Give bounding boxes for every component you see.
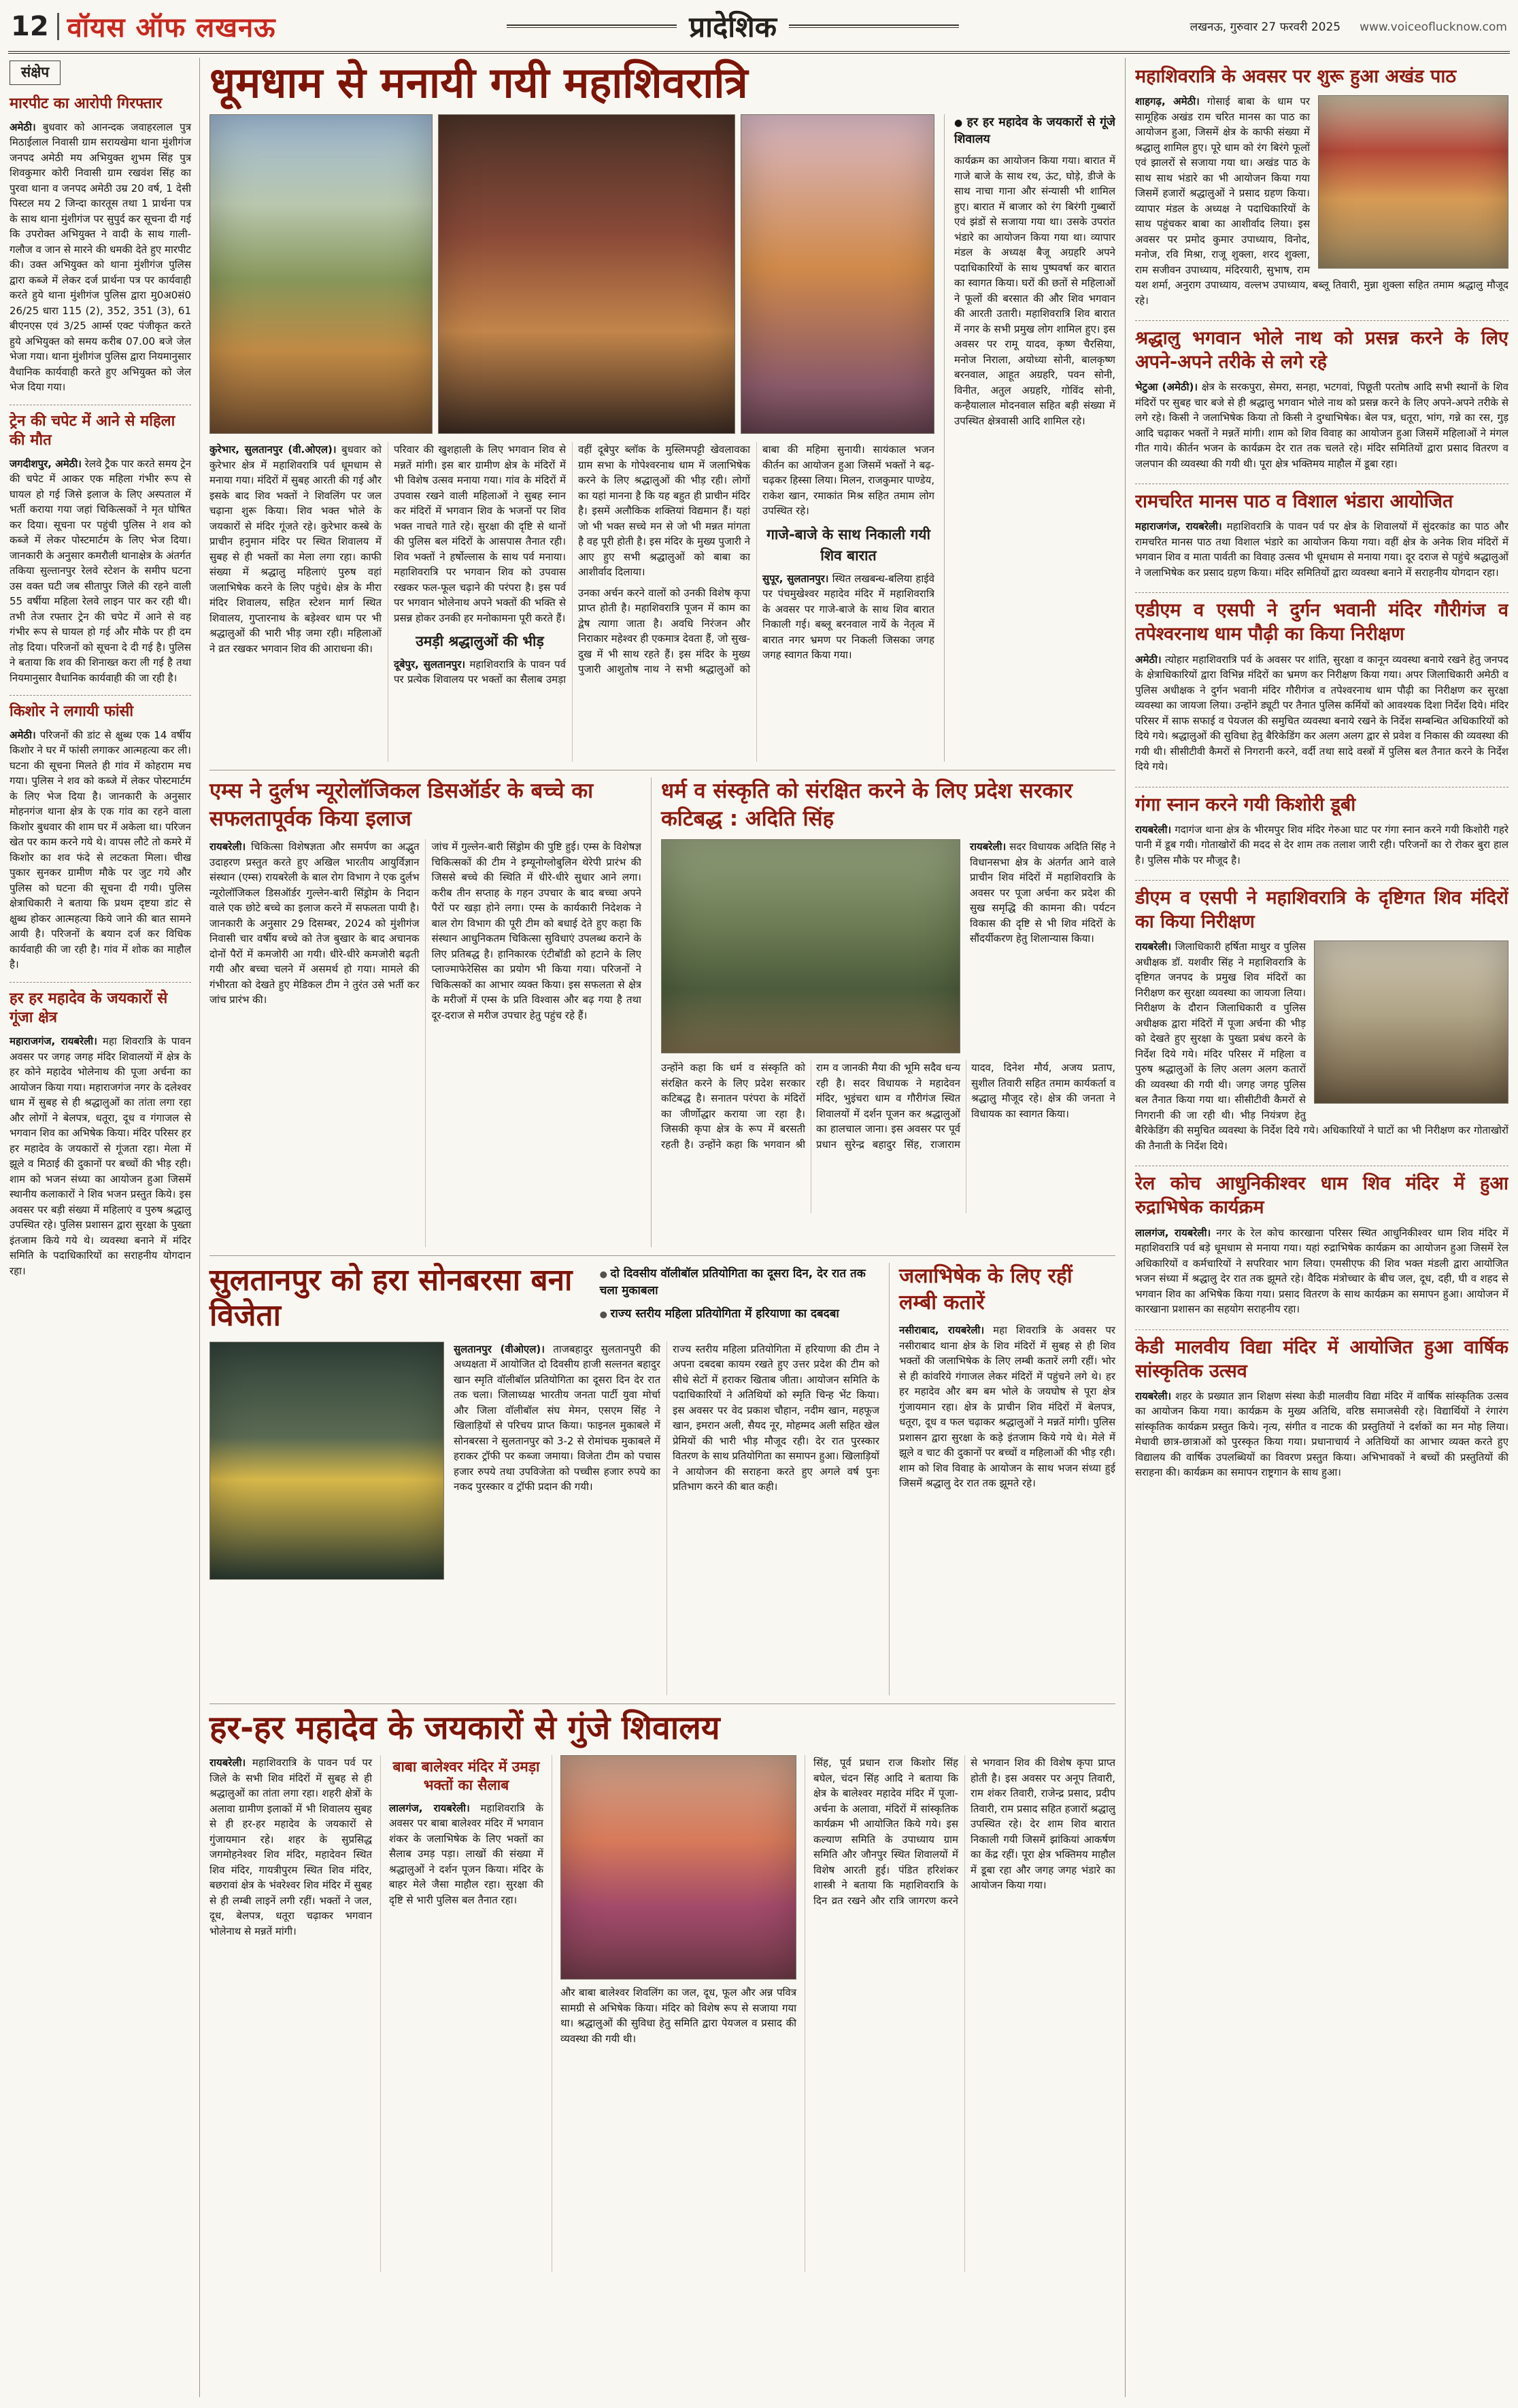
photo-devotees-flags (741, 114, 934, 434)
decorative-rule-left (507, 24, 677, 28)
lead-paragraph: दूबेपुर, सुलतानपुर। महाशिवरात्रि के पावन पर्व पर प्रत्येक शिवालय पर भक्तों का सैलाब उमड़ा वहीं दूबेपुर ब्लॉक के मुस्लिमपट्टी खेवलावका ग्राम सभा के गोपेश्वरनाथ धाम में जलाभिषेक करने के लिए श्रद्धालुओं की भीड़ रही। लोगों का यहां मानना है कि यह बहुत ही प्राचीन मंदिर है। इसमें अलौकिक शक्तियां विद्यमान हैं। यहां जो भी भक्त सच्चे मन से जो भी मन्नत मांगता है वह पूरी होती है। इस मंदिर के मुख्य पुजारी ने आए हुए सभी श्रद्धालुओं को बाबा का आशीर्वाद दिलाया। (394, 443, 750, 686)
masthead: वॉयस ऑफ लखनऊ (67, 12, 276, 44)
lead-story (209, 114, 1115, 762)
dateline: दूबेपुर, सुलतानपुर। (394, 658, 466, 671)
brief-headline: मारपीट का आरोपी गिरफ्तार (10, 95, 163, 112)
article-jalabhishek (890, 1263, 1115, 1695)
article-headline: महाशिवरात्रि के अवसर पर शुरू हुआ अखंड पाठ (1135, 66, 1457, 87)
article-headline: रामचरित मानस पाठ व विशाल भंडारा आयोजित (1135, 491, 1453, 513)
sports-band (209, 1255, 1115, 1695)
article-akhand-path (1135, 59, 1508, 321)
photo-women-devotees (560, 1755, 796, 1980)
brief-item (10, 696, 191, 983)
middle-band (209, 770, 1115, 1247)
dateline: रायबरेली। (1135, 940, 1172, 953)
article-ganga-snan (1135, 787, 1508, 881)
article-kd-malviya-utsav (1135, 1330, 1508, 1493)
photo-temple-crowd (209, 114, 433, 434)
brief-headline: हर हर महादेव के जयकारों से गूंजा क्षेत्र (10, 989, 168, 1027)
header-divider-bar (57, 13, 59, 40)
side-story-headline: ● हर हर महादेव के जयकारों से गूंजे शिवालय (954, 114, 1115, 148)
dateline: भेटुआ (अमेठी)। (1135, 381, 1198, 394)
sports-body (209, 1342, 879, 1695)
article-headline: गंगा स्नान करने गयी किशोरी डूबी (1135, 794, 1356, 815)
dateline: महाराजगंज, रायबरेली। (1135, 520, 1222, 533)
article-headline: डीएम व एसपी ने महाशिवरात्रि के दृष्टिगत शिव मंदिरों का किया निरीक्षण (1135, 887, 1508, 933)
article-bhole-nath (1135, 321, 1508, 484)
lead-paragraph: परिवार की खुशहाली के लिए भगवान शिव से मन्नतें मांगी। इस बार ग्रामीण क्षेत्र के मंदिरों में भी विशेष उत्सव मनाया गया। गांव के मंदिरों में उपवास रखने वाली महिलाओं ने सुबह स्नान कर मंदिरों में भगवान शिव के भजनों पर शिव भक्त नाचते गाते रहे। सुरक्षा की दृष्टि से थानों की पुलिस बल मंदिरों के आसपास तैनात रही। शिव भक्तों ने हर्षोल्लास के साथ पर्व मनाया। महाशिवरात्रि पर भगवान शिव को उपवास रखकर फल-फूल चढ़ाने की परंपरा है। इस पर्व पर भगवान भोलेनाथ अपने भक्तों की भक्ति से प्रसन्न होकर उनकी हर मनोकामना पूरी करते हैं। (394, 443, 566, 624)
article-paragraph: सिंह, पूर्व प्रधान राज किशोर सिंह बघेल, चंदन सिंह आदि ने बताया कि क्षेत्र के बालेश्वर महादेव मंदिर में पूजा-अर्चना के अलावा, मंदिरों में सांस्कृतिक कार्यक्रम भी आयोजित किये गये। इस कल्याण समिति के उपाध्याय ग्राम समिति और जौनपुर स्थित शिवालयों में विशेष आरती हुई। पंडित हरिशंकर शास्त्री ने बताया कि महाशिवरात्रि के दिन व्रत रखने और रात्रि जागरण करने से भगवान शिव की विशेष कृपा प्राप्त होती है। इस अवसर पर अनूप तिवारी, राम शंकर तिवारी, राजेन्द्र प्रसाद, प्रदीप तिवारी, राम प्रसाद सहित हजारों श्रद्धालु उपस्थित रहे। देर शाम शिव बारात निकाली गयी जिसमें झांकियां आकर्षण का केंद्र रहीं। पूरा क्षेत्र भक्तिमय माहौल में डूबा रहा और जगह जगह भंडारे का आयोजन किया गया। (813, 1757, 1115, 1907)
sports-subheads (600, 1266, 879, 1329)
article-adm-sp-inspection (1135, 593, 1508, 787)
header-right (1190, 18, 1507, 34)
brief-body: जगदीशपुर, अमेठी। रेलवे ट्रैक पार करते समय ट्रेन की चपेट में आकर एक महिला गंभीर रूप से घायल हो गई जिसे इलाज के लिए अस्पताल में भर्ती कराया गया जहां चिकित्सकों ने मृत घोषित कर दिया। सूचना पर पहुंची पुलिस ने शव को कब्जे में लेकर पोस्टमार्टम के लिए भेज दिया। जानकारी के अनुसार कमरौली थानाक्षेत्र के अंतर्गत तकिया सुल्तानपुर रेलवे स्टेशन के समीप घटना उस वक्त घटी जब सीतापुर जिले की रहने वाली 55 वर्षीया महिला रेलवे लाइन पार कर रही थी। तभी तेज रफ्तार ट्रेन की चपेट में आने से वह गंभीर रूप से घायल हो गई और मौके पर ही दम तोड़ दिया। परिजनों को सूचना दे दी गई है। पुलिस ने बताया कि शव की शिनाख्त करा ली गई है तथा नियमानुसार वैधानिक कार्यवाही की जा रही है। (10, 457, 191, 684)
article-column (209, 1755, 381, 2272)
header-center (507, 7, 959, 46)
dateline: अमेठी। (10, 120, 36, 133)
article-headline: केडी मालवीय विद्या मंदिर में आयोजित हुआ वार्षिक सांस्कृतिक उत्सव (1135, 1336, 1508, 1382)
right-column (1125, 58, 1510, 2397)
brief-headline: किशोर ने लगायी फांसी (10, 703, 134, 721)
dateline: रायबरेली। (209, 841, 246, 853)
article-photo-column (552, 1755, 805, 2272)
sports-headline-row (209, 1263, 879, 1334)
dateline: सुलतानपुर (वीओएल)। (454, 1342, 545, 1355)
brief-item (10, 405, 191, 696)
page-body (8, 58, 1510, 2397)
article-intro (970, 839, 1115, 1053)
article-paragraph: भेटुआ (अमेठी)। क्षेत्र के सरकपुरा, सेमरा, सनहा, भटगवां, पिछूती परतोष आदि सभी स्थानों के शिव मंदिरों पर सुबह चार बजे से ही श्रद्धालु भगवान भोले नाथ को प्रसन्न करने के लिए अपने-अपने तरीके से लगे रहे। किसी ने जलाभिषेक किया तो किसी ने दुग्धाभिषेक। बेल पत्र, धतूरा, भांग, गन्ने का रस, गुड़ आदि चढ़ाकर भक्तों ने मन्नतें मांगी। शाम को शिव विवाह का आयोजन हुआ जिसमें महिलाओं ने मंगल गीत गाये। कीर्तन भजन के कार्यक्रम देर रात तक चलते रहे। मंदिर समितियों द्वारा प्रसाद वितरण व जलपान की व्यवस्था की गयी थी। पूरा क्षेत्र भक्तिमय माहौल में डूबा रहा। (1135, 381, 1508, 470)
article-paragraph: रायबरेली। जिलाधिकारी हर्षिता माथुर व पुलिस अधीक्षक डॉ. यशवीर सिंह ने महाशिवरात्रि के दृष्टिगत जनपद के प्रमुख शिव मंदिरों का निरीक्षण कर सुरक्षा व्यवस्था का जायजा लिया। निरीक्षण के दौरान जिलाधिकारी व पुलिस अधीक्षक द्वारा मंदिरों में पूजा अर्चना की भीड़ को देखते हुए सुरक्षा के पुख्ता प्रबंध करने के निर्देश दिये गये। मंदिर परिसर में महिला व पुरुष श्रद्धालुओं के लिए अलग अलग कतारों की व्यवस्था की गयी थी। जगह जगह पुलिस बल तैनात किया गया था। सीसीटीवी कैमरों से निगरानी की जा रही थी। भीड़ नियंत्रण हेतु बैरिकेडिंग की समुचित व्यवस्था के निर्देश दिये गये। अधिकारियों ने घाटों का भी निरीक्षण कर गोताखोरों की तैनाती के निर्देश दिये। (1135, 940, 1508, 1152)
article-paragraph: लालगंज, रायबरेली। महाशिवरात्रि के अवसर पर बाबा बालेश्वर मंदिर में भगवान शंकर के जलाभिषेक के लिए भक्तों का सैलाब उमड़ पड़ा। लाखों की संख्या में श्रद्धालुओं ने दर्शन पूजन किया। मंदिर के बाहर मेले जैसा माहौल रहा। सुरक्षा की दृष्टि से भारी पुलिस बल तैनात रहा। (389, 1801, 543, 1906)
photo-officials-inspection (1314, 940, 1508, 1104)
dateline: रायबरेली। (970, 841, 1007, 853)
brief-body: अमेठी। बुधवार को आनन्दक जवाहरलाल पुत्र मिठाईलाल निवासी ग्राम सरायखेमा थाना मुंशीगंज जनपद अमेठी मय अभियुक्त शुभम सिंह पुत्र शिवकुमार कोरी निवासी ग्राम रखवंश सिंह का पुरवा थाना व जनपद अमेठी उम्र 20 वर्ष, 1 देसी पिस्टल मय 2 जिन्दा कारतूस तथा 1 प्रार्थना पत्र के साथ थाना मुंशीगंज पर सुपुर्द कर सूचना दी गई कि उपरोक्त अभियुक्त ने वादी के साथ गाली-गलौज व जान से मारने की धमकी देते हुए मारपीट की। उक्त अभियुक्त को थाना मुंशीगंज पुलिस द्वारा कब्जे में लेकर दर्ज प्रार्थना पत्र पर कार्यवाही करते हुये थाना मुंशीगंज पुलिस द्वारा मु0अ0सं0 26/25 धारा 115 (2), 352, 351 (3), 61 बीएनएस एवं 3/25 आर्म्स एक्ट पंजीकृत करते हुये अभियुक्त को समय करीब 07.00 बजे जेल भेजा गया। थाना मुंशीगंज पुलिस द्वारा नियमानुसार वैधानिक कार्यवाही करते हुए अभियुक्त को जेल भेज दिया गया। (10, 120, 191, 394)
dateline: रायबरेली। (1135, 823, 1172, 836)
section-title: प्रादेशिक (689, 10, 777, 44)
lead-article-columns (209, 442, 934, 762)
date-line: लखनऊ, गुरुवार 27 फरवरी 2025 (1190, 20, 1341, 34)
dateline: रायबरेली। (209, 1757, 246, 1769)
article-paragraph: शाहगढ़, अमेठी। गोसाई बाबा के धाम पर सामूहिक अखंड राम चरित मानस का पाठ का आयोजन हुआ, जिसमें क्षेत्र के काफी संख्या में श्रद्धालु शामिल हुए। पूरे धाम को रंग बिरंगे फूलों एवं झालरों से सजाया गया था। अखंड पाठ के साथ साथ भंडारे का भी आयोजन किया गया जिसमें हजारों श्रद्धालुओं ने प्रसाद ग्रहण किया। व्यापार मंडल के अध्यक्ष ने पदाधिकारियों के साथ पहुंचकर बाबा का आशीर्वाद लिया। इस अवसर पर प्रमोद कुमार उपाध्याय, विनोद, मनोज, रवि मिश्रा, राजू शुक्ला, शरद शुक्ला, राम सजीवन उपाध्याय, मंदिरयारी, सुभाष, राम यश शर्मा, अनुराग उपाध्याय, वल्लभ उपाध्याय, बब्लू तिवारी, मुन्ना शुक्ला सहित तमाम श्रद्धालु मौजूद रहे। (1135, 95, 1508, 307)
article-ramcharit-manas (1135, 484, 1508, 593)
brief-headline: ट्रेन की चपेट में आने से महिला की मौत (10, 412, 175, 450)
article-paragraph: रायबरेली। चिकित्सा विशेषज्ञता और समर्पण का अद्भुत उदाहरण प्रस्तुत करते हुए अखिल भारतीय आयुर्विज्ञान संस्थान (एम्स) रायबरेली के बाल रोग विभाग ने एक दुर्लभ न्यूरोलॉजिकल डिसऑर्डर गुल्लेन-बारी सिंड्रोम के निदान वाले एक छोटे बच्चे का इलाज करने में सफलता पायी है। जानकारी के अनुसार 29 दिसम्बर, 2024 को मुंशीगंज निवासी चार वर्षीय बच्चे को तेज बुखार के बाद अचानक दोनों पैरों में कमजोरी आ गयी। धीरे-धीरे कमजोरी बढ़ती गयी और बच्चा चलने में असमर्थ हो गया। मामले की गंभीरता को देखते हुए मेडिकल टीम ने तुरंत उसे भर्ती कर जांच प्रारंभ की। (209, 841, 420, 1006)
article-headline: रेल कोच आधुनिकीश्वर धाम शिव मंदिर में हुआ रुद्राभिषेक कार्यक्रम (1135, 1173, 1508, 1219)
article-paragraph: राज्य स्तरीय महिला प्रतियोगिता में हरियाणा की टीम ने अपना दबदबा कायम रखते हुए उत्तर प्रदेश की टीम को सीधे सेटों में हराकर खिताब जीता। आयोजन समिति के पदाधिकारियों ने अतिथियों को स्मृति चिन्ह भेंट किया। इस अवसर पर वेद प्रकाश चौहान, नदीम खान, महफूज खान, इमरान अली, सैयद नूर, मोहम्मद अली सहित खेल प्रेमियों की भारी भीड़ मौजूद रही। देर रात पुरस्कार वितरण के साथ प्रतियोगिता का समापन हुआ। खिलाड़ियों ने आयोजन की सराहना करते हुए अगले वर्ष पुनः प्रतिभाग करने की बात कही। (673, 1342, 879, 1493)
dateline: लालगंज, रायबरेली। (389, 1801, 470, 1814)
sports-subhead: ● दो दिवसीय वॉलीबॉल प्रतियोगिता का दूसरा दिन, देर रात तक चला मुकाबला (600, 1266, 879, 1299)
article-paragraph: रायबरेली। गदागंज थाना क्षेत्र के भीरमपुर शिव मंदिर गेरुआ घाट पर गंगा स्नान करने गयी किशोरी गहरे पानी में डूब गयी। गोताखोरों की मदद से देर शाम तक तलाश जारी रही। परिजनों का रो रोकर बुरा हाल है। पुलिस मौके पर मौजूद है। (1135, 823, 1508, 866)
article-volleyball (209, 1263, 890, 1695)
header-left (11, 7, 276, 45)
article-aditi-singh (652, 777, 1115, 1247)
article-headline: एम्स ने दुर्लभ न्यूरोलॉजिकल डिसऑर्डर के बच्चे का सफलतापूर्वक किया इलाज (209, 779, 594, 831)
lead-side-story (944, 114, 1115, 762)
article-paragraph: अमेठी। त्योहार महाशिवरात्रि पर्व के अवसर पर शांति, सुरक्षा व कानून व्यवस्था बनाये रखने हेतु जनपद के क्षेत्राधिकारियों द्वारा विभिन्न मंदिरों का भ्रमण कर निरीक्षण किया गया। अपर जिलाधिकारी अमेठी व पुलिस अधीक्षक ने दुर्गन भवानी मंदिर गौरीगंज व तपेश्वरनाथ धाम पौढ़ी का निरीक्षण कर सुरक्षा व्यवस्था का जायजा लिया। उन्होंने ड्यूटी पर तैनात पुलिस कर्मियों को आवश्यक दिशा निर्देश दिये। मंदिर परिसर में साफ सफाई व पेयजल की समुचित व्यवस्था बनाये रखने के निर्देश सम्बन्धित अधिकारियों को दिये गये। श्रद्धालुओं की सुविधा हेतु बैरिकेडिंग कर अलग अलग द्वार से प्रवेश व निकास की व्यवस्था की गयी थी। सीसीटीवी कैमरों से निगरानी करने, वर्दी तथा सादे वस्त्रों में पुलिस बल तैनात करने के निर्देश दिये गये। (1135, 653, 1508, 773)
briefs-column (8, 58, 200, 2397)
article-headline: धर्म व संस्कृति को संरक्षित करने के लिए प्रदेश सरकार कटिबद्ध : अदिति सिंह (661, 779, 1073, 831)
briefs-section-label: संक्षेप (10, 61, 61, 85)
article-rail-coach-rudrabhishek (1135, 1166, 1508, 1329)
article-paragraph: रायबरेली। सदर विधायक अदिति सिंह ने विधानसभा क्षेत्र के अंतर्गत आने वाले प्राचीन शिव मंदिरों में महाशिवरात्रि के अवसर पर पूजा अर्चना कर प्रदेश की सुख समृद्धि की कामना की। पर्यटन विकास की दृष्टि से भी शिव मंदिरों के सौंदर्यीकरण हेतु शिलान्यास किया। (970, 841, 1115, 945)
article-headline: सुलतानपुर को हरा सोनबरसा बना विजेता (209, 1263, 573, 1333)
side-story-body: कार्यक्रम का आयोजन किया गया। बारात में गाजे बाजे के साथ रथ, ऊंट, घोड़े, डीजे के साथ नाचा गाना और संन्यासी भी शामिल हुए। बारात में बाजार को रंग बिरंगी गुब्बारों एवं झंडों से सजाया गया था। उसके उपरांत भंडारे का आयोजन किया गया था। व्यापार मंडल के अध्यक्ष बैजू अग्रहरि अपने पदाधिकारियों के साथ पुष्पवर्षा कर बारात का स्वागत किया। घरों की छतों से महिलाओं ने फूलों की बरसात की और शिव भगवान की आरती उतारी। महाशिवरात्रि शिव बारात में नगर के सभी प्रमुख लोग शामिल हुए। इस अवसर पर रामू यादव, कृष्ण चैरसिया, मनोज निराला, अयोध्या सोनी, बालकृष्ण बरनवाल, आहूत अग्रहरि, पवन सोनी, विनीत, अतुल अग्रहरि, गोविंद सोनी, कन्हैयालाल मोदनवाल सहित बड़ी संख्या में उपस्थित क्षेत्रवासी आदि शामिल रहे। (954, 154, 1115, 427)
article-paragraph: और बाबा बालेश्वर शिवलिंग का जल, दूध, फूल और अन्न पवित्र सामग्री से अभिषेक किया। मंदिर को विशेष रूप से सजाया गया था। श्रद्धालुओं की सुविधा हेतु समिति द्वारा पेयजल व प्रसाद की व्यवस्था की गयी थी। (560, 1986, 796, 2045)
article-body-columns (209, 1755, 1115, 2272)
inline-subhead: बाबा बालेश्वर मंदिर में उमड़ा भक्तों का सैलाब (392, 1759, 540, 1794)
brief-body: महाराजगंज, रायबरेली। महा शिवरात्रि के पावन अवसर पर जगह जगह मंदिर शिवालयों में क्षेत्र के हर कोने महादेव भोलेनाथ की पूजा अर्चना का आयोजन किया गया। महाराजगंज नगर के दलेश्वर धाम में सुबह से ही श्रद्धालुओं का तांता लगा रहा और लोगों ने बेलपत्र, धतूरा, दूध व गंगाजल से भगवान शिव का अभिषेक किया। मंदिर परिसर हर हर महादेव के जयकारों से गूंजता रहा। मेला में झूले व मिठाई की दुकानों पर बच्चों की भीड़ रही। शाम को भजन संध्या का आयोजन हुआ जिसमें स्थानीय कलाकारों ने शिव भजन प्रस्तुत किये। इस अवसर पर बड़ी संख्या में महिलाएं व पुरुष श्रद्धालु उपस्थित रहे। पुलिस प्रशासन द्वारा सुरक्षा के पुख्ता इंतजाम किये गये थे। व्यवस्था बनाने में मंदिर समिति के पदाधिकारियों का सराहनीय योगदान रहा। (10, 1035, 191, 1277)
dateline: नसीराबाद, रायबरेली। (899, 1324, 985, 1337)
decorative-rule-right (789, 24, 959, 28)
article-paragraph: रायबरेली। शहर के प्रख्यात ज्ञान शिक्षण संस्था केडी मालवीय विद्या मंदिर में वार्षिक सांस्कृतिक उत्सव का आयोजन किया गया। कार्यक्रम के मुख्य अतिथि, वरिष्ठ समाजसेवी रहे। विद्यार्थियों ने रंगारंग सांस्कृतिक कार्यक्रम प्रस्तुत किये। नृत्य, संगीत व नाटक की प्रस्तुतियों ने दर्शकों का मन मोह लिया। मेधावी छात्र-छात्राओं को पुरस्कृत किया गया। प्रधानाचार्य ने अतिथियों का आभार व्यक्त करते हुए विद्यालय की वार्षिक उपलब्धियों का विवरण प्रस्तुत किया। अभिभावकों ने बच्चों की प्रस्तुतियों की सराहना की। कार्यक्रम का समापन राष्ट्रगान के साथ हुआ। (1135, 1389, 1508, 1479)
article-column (381, 1755, 552, 2272)
article-shivalay (209, 1703, 1115, 2272)
article-paragraph: रायबरेली। महाशिवरात्रि के पावन पर्व पर जिले के सभी शिव मंदिरों में सुबह से ही श्रद्धालुओं का तांता लगा रहा। शहरी क्षेत्रों के अलावा ग्रामीण इलाकों में भी शिवालय सुबह से ही हर-हर महादेव के जयकारों से गुंजायमान रहे। शहर के सुप्रसिद्ध जगमोहनेश्वर शिव मंदिर, महादेवन स्थित शिव मंदिर, गायत्रीपुरम स्थित शिव मंदिर, बछरावां क्षेत्र के भंवरेश्वर शिव मंदिर में सुबह से ही लम्बी लाइनें लगी रहीं। भक्तों ने जल, दूध, बेलपत्र, धतूरा चढ़ाकर भगवान भोलेनाथ से मन्नतें मांगी। (209, 1757, 372, 1937)
brief-item (10, 88, 191, 405)
inline-subhead: उमड़ी श्रद्धालुओं की भीड़ (416, 633, 544, 650)
lead-photo-strip (209, 114, 934, 434)
photo-mla-puja (661, 839, 960, 1053)
brief-body: अमेठी। परिजनों की डांट से क्षुब्ध एक 14 वर्षीय किशोर ने घर में फांसी लगाकर आत्महत्या कर ली। घटना की सूचना मिलते ही गांव में कोहराम मच गया। पुलिस ने शव को कब्जे में लेकर पोस्टमार्टम के लिए भेज दिया है। जानकारी के अनुसार मोहनगंज थाना क्षेत्र के एक गांव का रहने वाला किशोर बुधवार की शाम घर में अकेला था। परिजन खेत पर काम करने गये थे। वापस लौटे तो कमरे में किशोर का शव फंदे से लटकता मिला। चीख पुकार सुनकर ग्रामीण मौके पर जुट गये और पुलिस को घटना की सूचना दी गयी। पुलिस क्षेत्राधिकारी ने बताया कि प्रथम दृष्टया डांट से क्षुब्ध होकर आत्महत्या किये जाने की बात सामने आयी है। परिजनों के बयान दर्ज कर विधिक कार्यवाही की जा रही है। गांव में शोक का माहौल है। (10, 728, 191, 971)
page-header (8, 5, 1510, 54)
article-column (805, 1755, 1115, 2272)
photo-trophy-presentation (209, 1342, 444, 1580)
inline-subhead: गाजे-बाजे के साथ निकाली गयी शिव बारात (766, 526, 930, 564)
article-paragraph: सुलतानपुर (वीओएल)। ताजबहादुर सुलतानपुरी की अध्यक्षता में आयोजित दो दिवसीय हाजी सल्तनत बहादुर खान स्मृति वॉलीबॉल प्रतियोगिता का दूसरा दिन देर रात तक चला। जिलाध्यक्ष भारतीय जनता पार्टी युवा मोर्चा और जिला वॉलीबॉल संघ मेमन, एसएम सिंह ने खिलाड़ियों से परिचय प्राप्त किया। फाइनल मुकाबले में सोनबरसा ने सुलतानपुर को 3-2 से रोमांचक मुकाबले में हराकर ट्रॉफी पर कब्जा जमाया। विजेता टीम को पचास हजार रुपये तथा उपविजेता को पच्चीस हजार रुपये का नकद पुरस्कार व ट्रॉफी प्रदान की गयी। (454, 1342, 660, 1493)
lead-paragraph: कुरेभार, सुलतानपुर (वी.ओएल)। बुधवार को कुरेभार क्षेत्र में महाशिवरात्रि पर्व धूमधाम से मनाया गया। मंदिरों में सुबह आरती की गई और इसके बाद शिव भक्तों ने शिवलिंग पर जल चढ़ाना शुरू किया। शिव भक्त भोले के जयकारों से मंदिर गूंजते रहे। कुरेभार कस्बे के प्राचीन हनुमान मंदिर पर स्थित शिवालय में सुबह से ही भक्तों का मेला लगा रहा। काफी संख्या में श्रद्धालु महिलाएं पुरुष वहां जलाभिषेक करने के लिए पहुंचे। क्षेत्र के मीरा मंदिर शिवालय, सहित स्टेशन मार्ग स्थित शिवालय, गुप्तारनाथ के बड़ेश्वर धाम पर भी श्रद्धालुओं की भारी भीड़ जमा रही। महिलाओं ने व्रत रखकर भगवान शिव की आराधना की। (209, 443, 382, 655)
article-body-columns (454, 1342, 879, 1695)
lead-paragraph: उनका अर्चन करने वालों को उनकी विशेष कृपा प्राप्त होती है। महाशिवरात्रि पूजन में काम का द्वेष त्यागा जाता है। अवधि निरंजन और निराकार महेश्वर ही एकमात्र देवता हैं, जो सुख-दुख में भी साथ रहते हैं। इस मंदिर के मुख्य पुजारी आशुतोष नाथ ने सभी श्रद्धालुओं को बाबा की महिमा सुनायी। सायंकाल भजन कीर्तन का आयोजन हुआ जिसमें भक्तों ने बढ़-चढ़कर हिस्सा लिया। मिलन, राजकुमार पाण्डेय, राकेश खान, रमाकांत मिश्र सहित तमाम लोग उपस्थित रहे। (578, 443, 934, 676)
dateline: अमेठी। (10, 728, 36, 741)
dateline: शाहगढ़, अमेठी। (1135, 95, 1200, 108)
article-photo-row (661, 839, 1115, 1053)
dateline: जगदीशपुर, अमेठी। (10, 457, 82, 470)
sports-subhead: ● राज्य स्तरीय महिला प्रतियोगिता में हरियाणा का दबदबा (600, 1306, 879, 1323)
article-body-columns (661, 1060, 1115, 1213)
dateline: कुरेभार, सुलतानपुर (वी.ओएल)। (209, 443, 337, 456)
article-aiims (209, 777, 652, 1247)
article-headline: जलाभिषेक के लिए रहीं लम्बी कतारें (899, 1264, 1073, 1315)
brief-item (10, 983, 191, 1288)
article-body-columns (209, 839, 641, 1247)
article-paragraph: लालगंज, रायबरेली। नगर के रेल कोच कारखाना परिसर स्थित आधुनिकीश्वर धाम शिव मंदिर में महाशिवरात्रि पर्व बड़े धूमधाम से मनाया गया। यहां रुद्राभिषेक कार्यक्रम का आयोजन हुआ जिसमें रेल अधिकारियों व कर्मचारियों ने सपरिवार भाग लिया। एमसीएफ की शिव भक्त मंडली द्वारा आयोजित भजन संध्या में श्रद्धालु देर रात तक झूमते रहे। वैदिक मंत्रोच्चार के बीच जल, दूध, दही, घी व शहद से भगवान शिव का अभिषेक किया गया। प्रसाद वितरण के साथ कार्यक्रम का समापन हुआ। आयोजन में कारखाना प्रशासन का सहयोग सराहनीय रहा। (1135, 1226, 1508, 1316)
photo-shrine-interior (438, 114, 735, 434)
dateline: अमेठी। (1135, 653, 1162, 666)
article-headline: श्रद्धालु भगवान भोले नाथ को प्रसन्न करने के लिए अपने-अपने तरीके से लगे रहे (1135, 328, 1508, 373)
dateline: सुपूर, सुलतानपुर। (762, 572, 829, 585)
article-headline: हर-हर महादेव के जयकारों से गुंजे शिवालय (209, 1708, 720, 1747)
article-headline: एडीएम व एसपी ने दुर्गन भवानी मंदिर गौरीगंज व तपेश्वरनाथ धाम पौढ़ी का किया निरीक्षण (1135, 600, 1508, 645)
website-url: www.voiceoflucknow.com (1360, 20, 1507, 34)
lead-paragraph: सुपूर, सुलतानपुर। स्थित लखबन्ध-बलिया हाईवे पर पंचमुखेश्वर महादेव मंदिर में महाशिवरात्रि के अवसर पर गाजे-बाजे के साथ शिव बारात निकाली गई। बब्लू बरनवाल नायें के नेतृत्व में बारात नगर भ्रमण पर निकली जिसका जगह जगह स्वागत किया गया। (762, 572, 934, 662)
article-paragraph: उन्होंने कहा कि धर्म व संस्कृति को संरक्षित करने के लिए प्रदेश सरकार कटिबद्ध है। सनातन परंपरा के मंदिरों का जीर्णोद्धार कराया जा रहा है। जिसकी कृपा क्षेत्र के रूप में बरसती रहती है। उन्होंने कहा कि भगवान श्री राम व जानकी मैया की भूमि सदैव धन्य रही है। सदर विधायक ने महादेवन मंदिर, भुइंचरा धाम व गौरीगंज स्थित शिवालयों में दर्शन पूजन कर श्रद्धालुओं का हालचाल जाना। इस अवसर पर पूर्व प्रधान सुरेन्द्र बहादुर सिंह, राजाराम यादव, दिनेश मौर्य, अजय प्रताप, सुशील तिवारी सहित तमाम कार्यकर्ता व श्रद्धालु मौजूद रहे। क्षेत्र की जनता ने विधायक का स्वागत किया। (661, 1062, 1115, 1151)
article-paragraph: महाराजगंज, रायबरेली। महाशिवरात्रि के पावन पर्व पर क्षेत्र के शिवालयों में सुंदरकांड का पाठ और रामचरित मानस पाठ तथा विशाल भंडारे का आयोजन किया गया। वहीं क्षेत्र के अनेक शिव मंदिरों में भगवान शिव व माता पार्वती का विवाह उत्सव भी धूमधाम से मनाया गया। दूर दराज से पहुंचे श्रद्धालुओं ने जलाभिषेक कर प्रसाद ग्रहण किया। मंदिर समितियों द्वारा व्यवस्था बनाने में सराहनीय योगदान रहा। (1135, 520, 1508, 579)
article-paragraph: जांच में गुल्लेन-बारी सिंड्रोम की पुष्टि हुई। एम्स के विशेषज्ञ चिकित्सकों की टीम ने इम्यूनोग्लोबुलिन थेरेपी प्रारंभ की जिससे बच्चे की स्थिति में धीरे-धीरे सुधार आने लगा। करीब तीन सप्ताह के गहन उपचार के बाद बच्चा अपने पैरों पर खड़ा होने लगा। एम्स के कार्यकारी निदेशक ने बाल रोग विभाग की पूरी टीम को बधाई देते हुए कहा कि संस्थान आधुनिकतम चिकित्सा सुविधाएं उपलब्ध कराने के लिए प्रतिबद्ध है। हानिकारक एंटीबॉडी को हटाने के लिए प्लाज्माफेरेसिस का प्रयोग भी किया गया। परिजनों ने चिकित्सकों का आभार व्यक्त किया। इस सफलता से क्षेत्र के मरीजों में एम्स के प्रति विश्वास और बढ़ गया है तथा दूर-दराज से मरीज उपचार हेतु पहुंच रहे हैं। (431, 841, 641, 1021)
dateline: महाराजगंज, रायबरेली। (10, 1035, 97, 1048)
lead-story-left (209, 114, 934, 762)
dateline: लालगंज, रायबरेली। (1135, 1226, 1211, 1239)
article-dm-sp-inspection (1135, 881, 1508, 1166)
dateline: रायबरेली। (1135, 1389, 1172, 1402)
photo-akhand-path-gathering (1318, 95, 1508, 269)
main-column (200, 58, 1125, 2397)
lead-headline: धूमधाम से मनायी गयी महाशिवरात्रि (209, 58, 748, 107)
article-paragraph: नसीराबाद, रायबरेली। महा शिवरात्रि के अवसर पर नसीराबाद थाना क्षेत्र के शिव मंदिरों में सुबह से ही शिव भक्तों की जलाभिषेक के लिए लम्बी कतारें लगी रहीं। भोर से ही कांवरिये गंगाजल लेकर मंदिरों में पहुंचने लगे थे। हर हर महादेव और बम बम भोले के जयघोष से पूरा क्षेत्र गुंजायमान रहा। क्षेत्र के प्राचीन शिव मंदिरों में बेलपत्र, धतूरा, दूध व फल चढ़ाकर श्रद्धालुओं ने मन्नतें मांगी। पुलिस प्रशासन द्वारा सुरक्षा के कड़े इंतजाम किये गये थे। मेले में झूले व चाट की दुकानों पर बच्चों व महिलाओं की भीड़ रही। शाम को शिव विवाह के आयोजन के साथ भजन संध्या हुई जिसमें श्रद्धालु देर रात तक झूमते रहे। (899, 1324, 1115, 1490)
page-number: 12 (11, 10, 49, 42)
